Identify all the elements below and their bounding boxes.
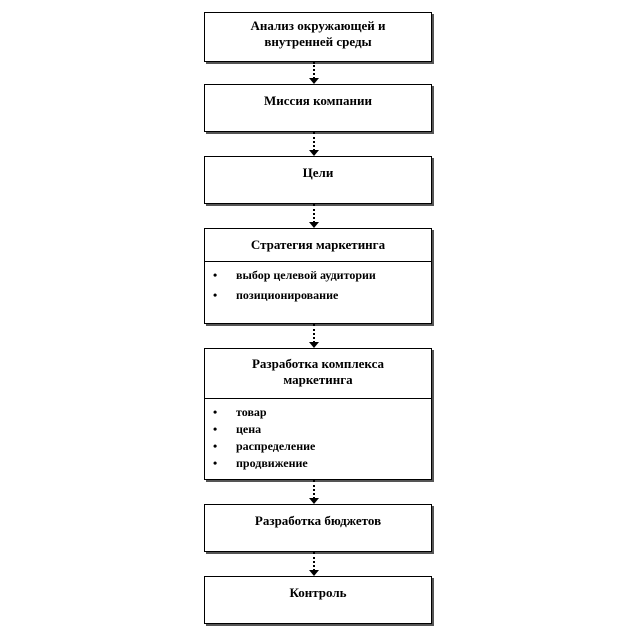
- step-box-analysis: [204, 12, 432, 62]
- step-title: [205, 229, 431, 261]
- step-title: [205, 505, 431, 529]
- step-item-list: [205, 261, 431, 304]
- step-box-strategy: [204, 228, 432, 324]
- step-box-marketing-mix: [204, 348, 432, 480]
- step-box-goals: [204, 156, 432, 204]
- arrow-connector: [309, 324, 319, 348]
- step-title-line: Разработка бюджетов: [254, 513, 382, 528]
- step-title: [205, 349, 431, 398]
- step-title: [205, 85, 431, 109]
- step-title-line: Анализ окружающей и: [250, 18, 386, 33]
- step-item-list: [205, 398, 431, 472]
- step-title-line: Стратегия маркетинга: [250, 237, 386, 252]
- list-item: • выбор целевой аудитории: [213, 268, 376, 282]
- bullet-icon: •: [213, 456, 218, 470]
- step-title-line: Разработка комплекса: [251, 356, 385, 371]
- bullet-icon: •: [213, 268, 218, 282]
- step-title-line: Цели: [302, 165, 334, 180]
- bullet-icon: •: [213, 422, 218, 436]
- step-title: [205, 157, 431, 181]
- list-item: • распределение: [213, 439, 316, 453]
- arrow-connector: [309, 132, 319, 156]
- step-title-line: Контроль: [289, 585, 347, 600]
- step-box-mission: [204, 84, 432, 132]
- step-box-control: [204, 576, 432, 624]
- list-item: • позиционирование: [213, 288, 339, 302]
- list-item: • товар: [213, 405, 267, 419]
- step-box-budgets: [204, 504, 432, 552]
- arrow-connector: [309, 480, 319, 504]
- step-title: [205, 13, 431, 50]
- step-title: [205, 577, 431, 601]
- arrow-connector: [309, 552, 319, 576]
- arrow-connector: [309, 62, 319, 84]
- bullet-icon: •: [213, 405, 218, 419]
- arrow-connector: [309, 204, 319, 228]
- step-title-line: внутренней среды: [264, 34, 372, 49]
- step-title-line: маркетинга: [283, 372, 353, 387]
- bullet-icon: •: [213, 439, 218, 453]
- list-item: • продвижение: [213, 456, 308, 470]
- list-item: • цена: [213, 422, 262, 436]
- bullet-icon: •: [213, 288, 218, 302]
- step-title-line: Миссия компании: [264, 93, 372, 108]
